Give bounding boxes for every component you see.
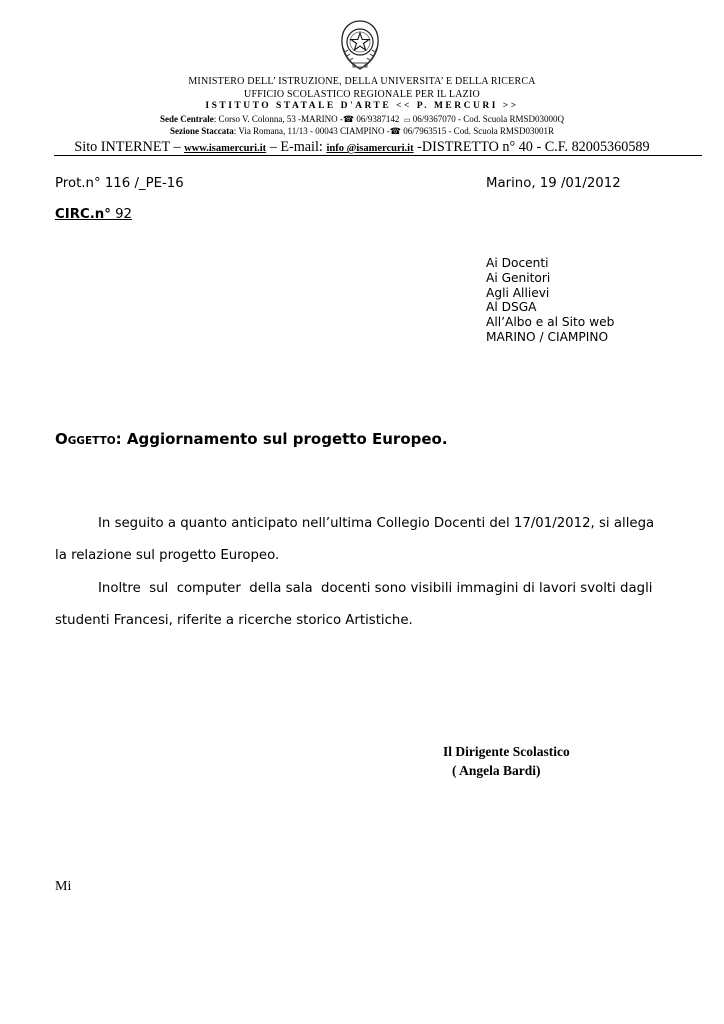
subject-label-rest: GGETTO xyxy=(67,435,116,447)
institute-name: ISTITUTO STATALE D'ARTE << P. MERCURI >> xyxy=(205,101,519,111)
phone-icon: ☎ xyxy=(342,114,355,124)
circular-label: CIRC.n° xyxy=(55,207,111,222)
signature-name: ( Angela Bardi) xyxy=(452,763,541,778)
phone-icon: ☎ xyxy=(389,126,401,136)
header-divider xyxy=(54,155,702,156)
footer-initials: Mi xyxy=(55,879,72,894)
subject-label-cap: O xyxy=(55,430,68,448)
website-link[interactable]: www.isamercuri.it xyxy=(184,143,267,154)
signature-title: Il Dirigente Scolastico xyxy=(443,744,570,759)
body-paragraph-1-line-1: In seguito a quanto anticipato nell’ultima Collegio Docenti del 17/01/2012, si allega xyxy=(98,516,655,531)
sezione-label: Sezione Staccata xyxy=(170,126,234,136)
recipient-item: All’Albo e al Sito web xyxy=(486,315,615,330)
sezione-staccata-line xyxy=(0,126,724,137)
sede-label: Sede Centrale xyxy=(159,114,214,124)
sezione-phone-code: 06/7963515 - Cod. Scuola RMSD03001R xyxy=(400,126,554,136)
body-paragraph-1-line-2: la relazione sul progetto Europeo. xyxy=(55,548,280,563)
recipient-item: Agli Allievi xyxy=(486,285,550,300)
email-link[interactable]: info @isamercuri.it xyxy=(326,143,414,154)
fax-icon: ▭ xyxy=(403,116,411,124)
place-date: Marino, 19 /01/2012 xyxy=(486,176,621,191)
protocol-number: Prot.n° 116 /_PE-16 xyxy=(55,176,184,191)
regional-office-line: UFFICIO SCOLASTICO REGIONALE PER IL LAZIO xyxy=(244,89,480,100)
recipient-item: MARINO / CIAMPINO xyxy=(486,329,609,344)
ministry-line: MINISTERO DELL’ ISTRUZIONE, DELLA UNIVERSITA’ E DELLA RICERCA xyxy=(188,76,536,87)
sezione-address: : Via Romana, 11/13 - 00043 CIAMPINO - xyxy=(233,126,390,136)
internet-label: Sito INTERNET – xyxy=(74,139,185,155)
subject-text: Aggiornamento sul progetto Europeo. xyxy=(126,430,448,448)
internet-line xyxy=(0,139,724,156)
body-paragraph-2-line-2: studenti Francesi, riferite a ricerche storico Artistiche. xyxy=(55,613,413,628)
sede-centrale-line xyxy=(0,114,724,125)
subject-colon: : xyxy=(115,430,127,448)
recipient-item: Ai Genitori xyxy=(486,270,551,285)
recipient-item: Ai Docenti xyxy=(486,256,549,270)
italian-republic-emblem xyxy=(337,18,383,72)
body-paragraph-2-line-1: Inoltre sul computer della sala docenti sono visibili immagini di lavori svolti dagli xyxy=(98,581,653,596)
recipient-item: Al DSGA xyxy=(486,300,537,315)
sede-phone: 06/9387142 xyxy=(354,114,400,124)
recipients-list xyxy=(486,256,614,345)
distretto-cf: -DISTRETTO n° 40 - C.F. 82005360589 xyxy=(413,139,650,155)
circular-value: 92 xyxy=(110,207,133,222)
subject-line xyxy=(55,430,448,448)
sede-fax-code: 06/9367070 - Cod. Scuola RMSD03000Q xyxy=(410,114,565,124)
sede-address: : Corso V. Colonna, 53 -MARINO - xyxy=(213,114,343,124)
email-label: – E-mail: xyxy=(266,139,327,155)
circular-number xyxy=(55,207,132,222)
